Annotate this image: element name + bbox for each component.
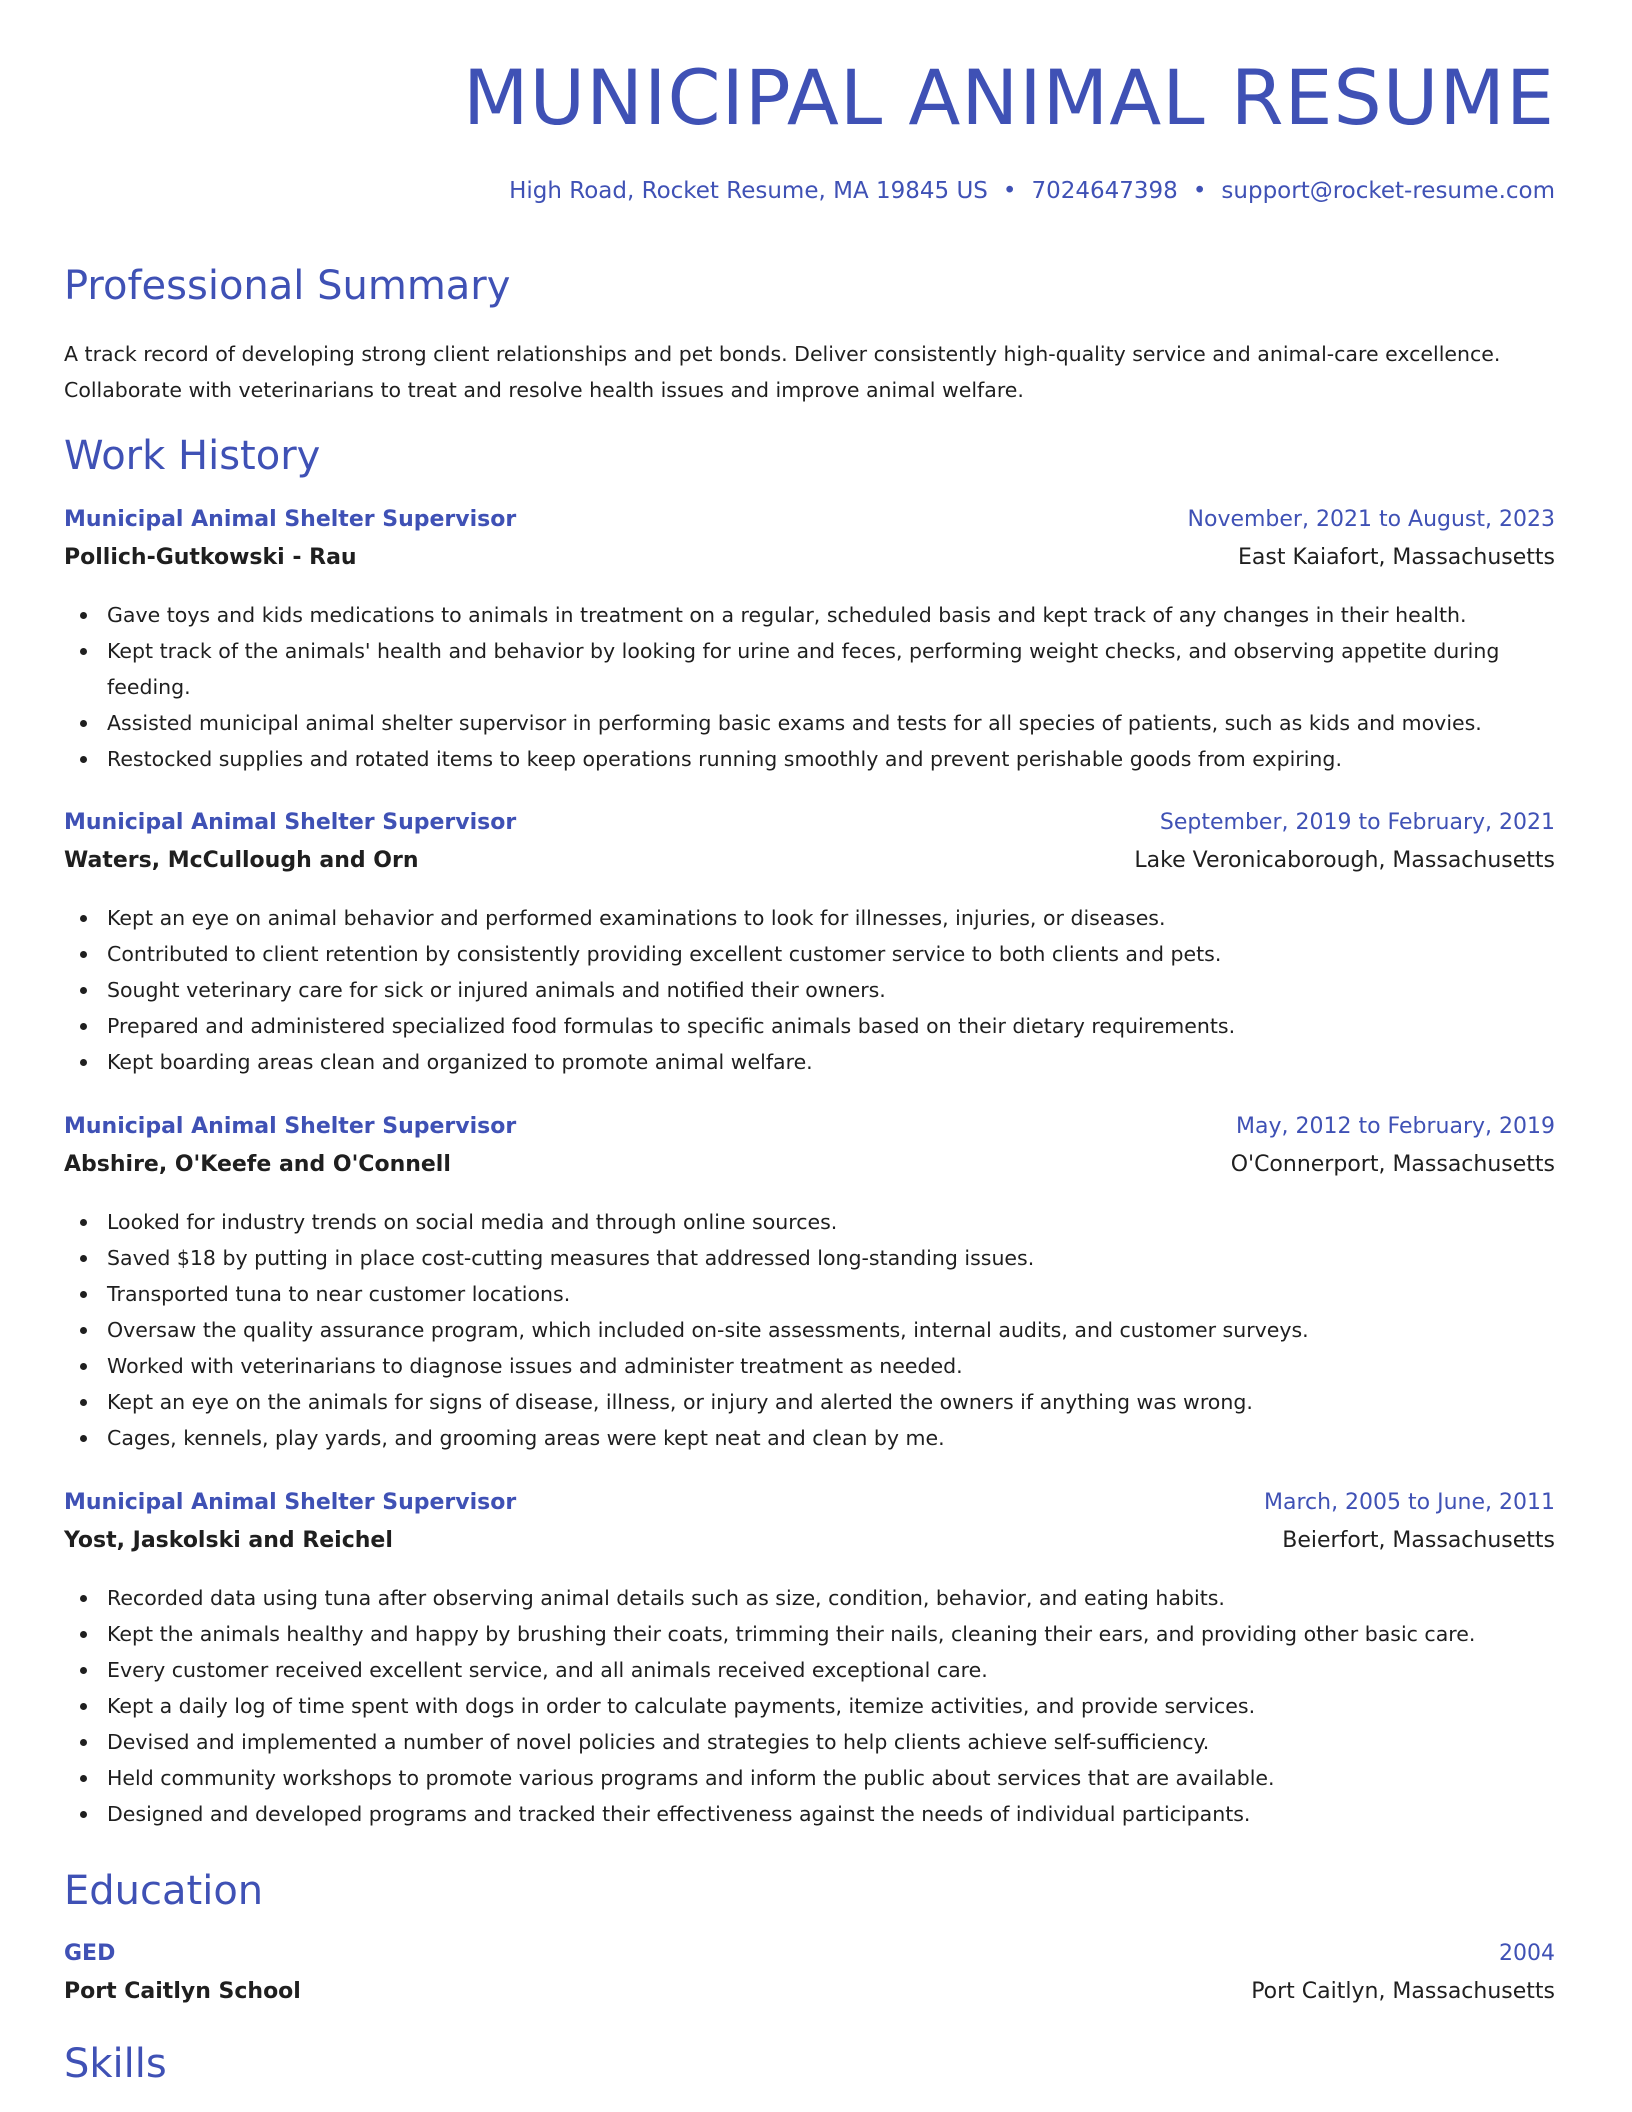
job-bullet: Saved $18 by putting in place cost-cutting measures that addressed long-standing issues. (64, 1240, 1555, 1276)
education-school: Port Caitlyn School (64, 1979, 301, 2004)
section-title-work-history: Work History (64, 433, 321, 479)
job-bullet: Kept a daily log of time spent with dogs in order to calculate payments, itemize activities, and provide services. (64, 1688, 1555, 1724)
education-location: Port Caitlyn, Massachusetts (1251, 1979, 1555, 2004)
job-company-row (64, 1528, 1555, 1566)
job-location: Beierfort, Massachusetts (1282, 1528, 1555, 1553)
contact-address: High Road, Rocket Resume, MA 19845 US (509, 178, 988, 204)
section-title-skills: Skills (64, 2041, 167, 2087)
job-header-row (64, 1490, 1555, 1528)
resume-title: MUNICIPAL ANIMAL RESUME (462, 53, 1555, 142)
job-bullet: Oversaw the quality assurance program, which included on-site assessments, internal audits, and customer surveys. (64, 1312, 1555, 1348)
section-title-summary: Professional Summary (64, 263, 511, 309)
job-dates: September, 2019 to February, 2021 (1159, 810, 1555, 835)
education-header-row (64, 1941, 1555, 1979)
job-bullet: Looked for industry trends on social media and through online sources. (64, 1204, 1555, 1240)
job-bullets (64, 1580, 1555, 1832)
job-title: Municipal Animal Shelter Supervisor (64, 810, 517, 835)
job-bullet: Restocked supplies and rotated items to keep operations running smoothly and prevent perishable goods from expiring. (64, 741, 1555, 777)
contact-line (509, 180, 1555, 203)
job-bullet: Kept an eye on the animals for signs of disease, illness, or injury and alerted the owners if anything was wrong. (64, 1384, 1555, 1420)
job-header-row (64, 507, 1555, 545)
job-company-row (64, 1152, 1555, 1190)
job-bullets (64, 597, 1555, 777)
job-bullet: Kept the animals healthy and happy by brushing their coats, trimming their nails, cleaning their ears, and providing other basic care. (64, 1616, 1555, 1652)
job-company: Pollich-Gutkowski - Rau (64, 545, 357, 570)
job-bullet: Transported tuna to near customer locations. (64, 1276, 1555, 1312)
contact-separator: • (1192, 178, 1207, 204)
job-location: East Kaiafort, Massachusetts (1237, 545, 1555, 570)
education-school-row (64, 1979, 1555, 2017)
job-header-row (64, 1114, 1555, 1152)
education-degree: GED (64, 1941, 116, 1966)
job-bullet: Designed and developed programs and tracked their effectiveness against the needs of individual participants. (64, 1796, 1555, 1832)
job-title: Municipal Animal Shelter Supervisor (64, 1114, 517, 1139)
job-location: Lake Veronicaborough, Massachusetts (1134, 848, 1555, 873)
education-year: 2004 (1499, 1941, 1555, 1966)
job-bullet: Contributed to client retention by consistently providing excellent customer service to both clients and pets. (64, 936, 1555, 972)
job-bullets (64, 1204, 1555, 1456)
job-bullet: Kept boarding areas clean and organized to promote animal welfare. (64, 1044, 1555, 1080)
job-dates: May, 2012 to February, 2019 (1236, 1114, 1555, 1139)
job-entry (64, 1490, 1555, 1832)
job-bullet: Held community workshops to promote various programs and inform the public about services that are available. (64, 1760, 1555, 1796)
job-dates: November, 2021 to August, 2023 (1187, 507, 1555, 532)
job-bullet: Assisted municipal animal shelter supervisor in performing basic exams and tests for all species of patients, such as kids and movies. (64, 705, 1555, 741)
job-company-row (64, 848, 1555, 886)
job-bullet: Prepared and administered specialized food formulas to specific animals based on their dietary requirements. (64, 1008, 1555, 1044)
job-entry (64, 507, 1555, 777)
job-title: Municipal Animal Shelter Supervisor (64, 1490, 517, 1515)
section-title-education: Education (64, 1868, 264, 1914)
job-bullet: Kept track of the animals' health and behavior by looking for urine and feces, performing weight checks, and observing appetite during feeding. (64, 633, 1555, 705)
job-entry (64, 810, 1555, 1080)
job-title: Municipal Animal Shelter Supervisor (64, 507, 517, 532)
job-bullet: Recorded data using tuna after observing animal details such as size, condition, behavior, and eating habits. (64, 1580, 1555, 1616)
job-location: O'Connerport, Massachusetts (1230, 1152, 1555, 1177)
contact-email[interactable]: support@rocket-resume.com (1221, 178, 1555, 204)
job-dates: March, 2005 to June, 2011 (1264, 1490, 1555, 1515)
job-bullet: Every customer received excellent service, and all animals received exceptional care. (64, 1652, 1555, 1688)
job-company: Abshire, O'Keefe and O'Connell (64, 1152, 451, 1177)
job-bullet: Cages, kennels, play yards, and grooming areas were kept neat and clean by me. (64, 1420, 1555, 1456)
job-company: Waters, McCullough and Orn (64, 848, 419, 873)
contact-phone: 7024647398 (1031, 178, 1178, 204)
education-entry (64, 1941, 1555, 2017)
job-bullet: Worked with veterinarians to diagnose issues and administer treatment as needed. (64, 1348, 1555, 1384)
job-bullets (64, 900, 1555, 1080)
job-bullet: Sought veterinary care for sick or injured animals and notified their owners. (64, 972, 1555, 1008)
job-bullet: Gave toys and kids medications to animals in treatment on a regular, scheduled basis and kept track of any changes in their health. (64, 597, 1555, 633)
job-company-row (64, 545, 1555, 583)
job-bullet: Kept an eye on animal behavior and performed examinations to look for illnesses, injuries, or diseases. (64, 900, 1555, 936)
job-company: Yost, Jaskolski and Reichel (64, 1528, 393, 1553)
job-entry (64, 1114, 1555, 1456)
job-bullet: Devised and implemented a number of novel policies and strategies to help clients achieve self-sufficiency. (64, 1724, 1555, 1760)
contact-separator: • (1002, 178, 1017, 204)
job-header-row (64, 810, 1555, 848)
summary-text: A track record of developing strong client relationships and pet bonds. Deliver consistently high-quality service and animal-care excellence. Collaborate with veterinarians to treat and resolve health issues and improve animal welfare. (64, 342, 1501, 402)
